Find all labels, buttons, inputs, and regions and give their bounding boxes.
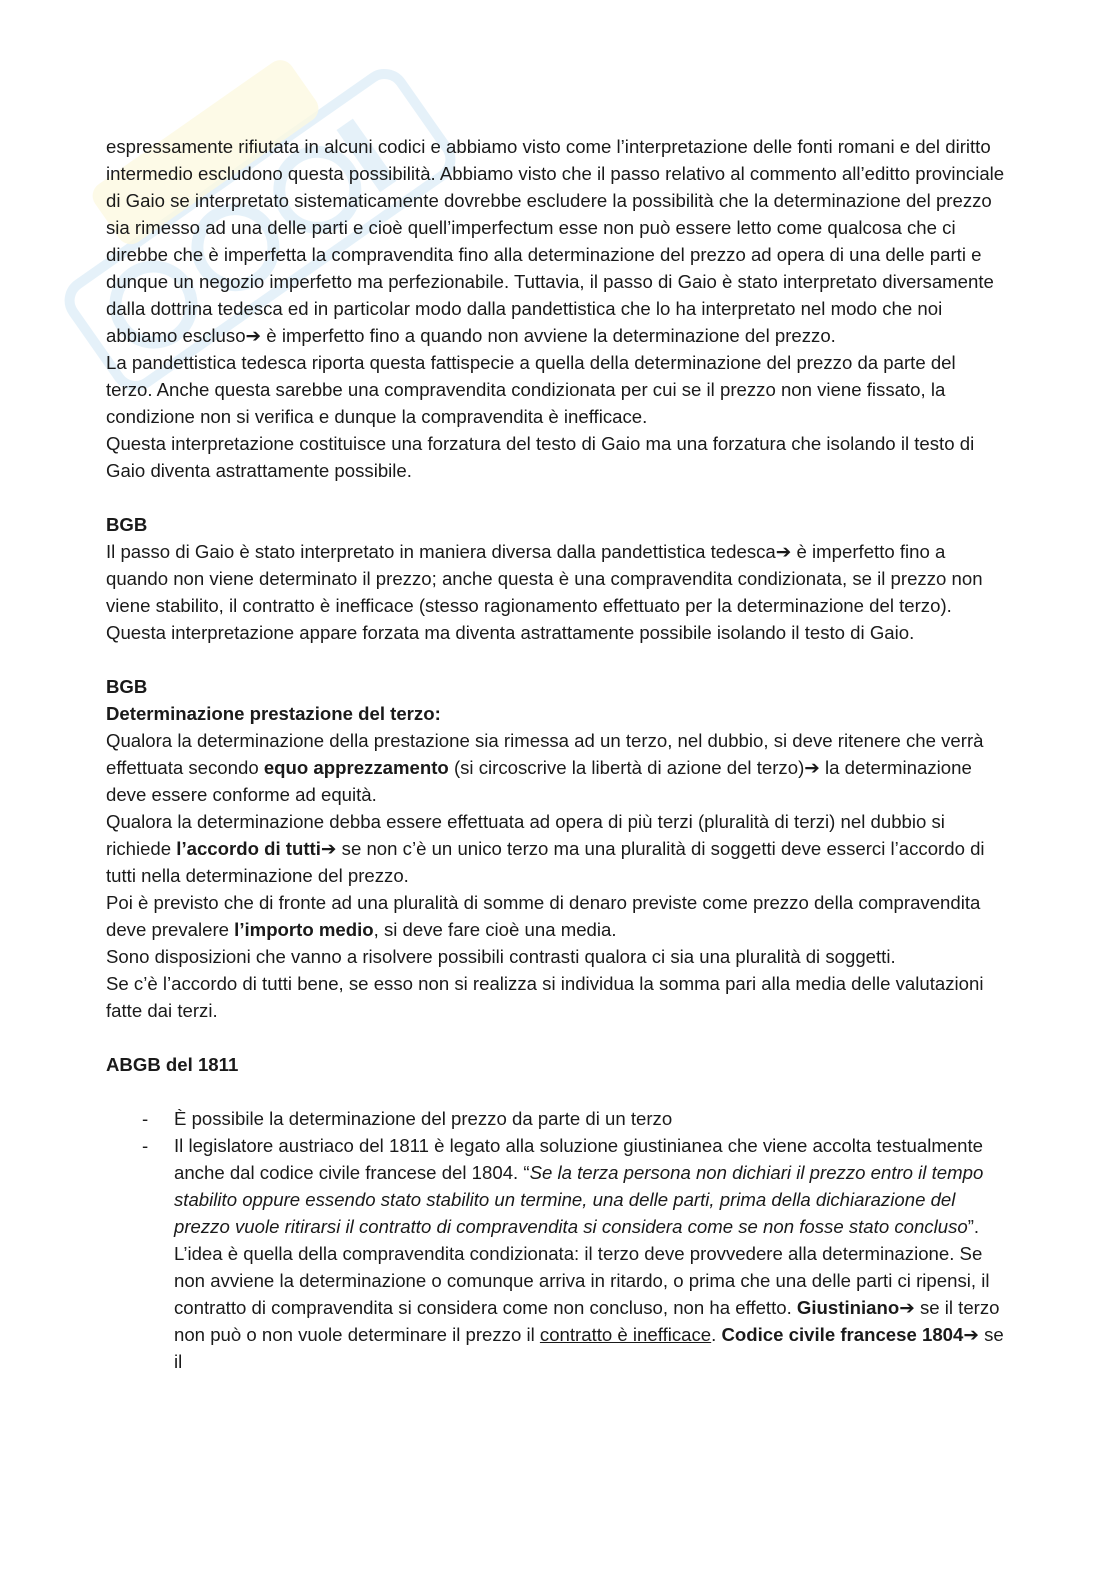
arrow-icon: ➔ [320,838,337,859]
arrow-icon: ➔ [963,1324,979,1345]
paragraph-gaio-interpretation: espressamente rifiutata in alcuni codici e abbiamo visto come l’interpretazione delle fonti romani e del diritto intermedio escludono questa possibilità. Abbiamo visto che il passo relativo al commento all’editto provinciale di Gaio se interpretato sistematicamente dovrebbe escludere la possibilità che la determinazione del prezzo sia rimesso ad una delle parti e cioè quell’imperfectum esse non può essere letto come qualcosa che ci direbbe che è imperfetta la compravendita fino alla determinazione del prezzo ad opera di una delle parti e dunque un negozio imperfetto ma perfezionabile. Tuttavia, il passo di Gaio è stato interpretato diversamente dalla dottrina tedesca ed in particolar modo dalla pandettistica che lo ha interpretato nel modo che noi abbiamo escluso➔ è imperfetto fino a quando non avviene la determinazione del prezzo. [106,136,1005,346]
paragraph-pluralita-terzi: Qualora la determinazione debba essere effettuata ad opera di più terzi (pluralità di terzi) nel dubbio si richiede l’accordo di tutti➔ se non c’è un unico terzo ma una pluralità di soggetti deve esserci l’accordo di tutti nella determinazione del prezzo. [106,811,985,886]
arrow-icon: ➔ [899,1297,915,1318]
heading-bgb: BGB [106,514,148,535]
paragraph-accordo: Se c’è l’accordo di tutti bene, se esso non si realizza si individua la somma pari alla media delle valutazioni fatte dai terzi. [106,973,984,1021]
arrow-icon: ➔ [775,541,792,562]
paragraph-equo-apprezzamento: Qualora la determinazione della prestazione sia rimessa ad un terzo, nel dubbio, si deve ritenere che verrà effettuata secondo equo apprezzamento (si circoscrive la libertà di azione del terzo)➔ la determinazione deve essere conforme ad equità. [106,730,984,805]
paragraph-disposizioni: Sono disposizioni che vanno a risolvere possibili contrasti qualora ci sia una pluralità di soggetti. [106,946,896,967]
paragraph-forzatura: Questa interpretazione costituisce una forzatura del testo di Gaio ma una forzatura che isolando il testo di Gaio diventa astrattamente possibile. [106,433,975,481]
heading-determinazione-terzo: Determinazione prestazione del terzo: [106,703,441,724]
arrow-icon: ➔ [245,325,262,346]
paragraph-bgb-gaio: Il passo di Gaio è stato interpretato in maniera diversa dalla pandettistica tedesca➔ è imperfetto fino a quando non viene determinato il prezzo; anche questa è una compravendita condizionata, se il prezzo non viene stabilito, il contratto è inefficace (stesso ragionamento effettuato per la determinazione del terzo). Questa interpretazione appare forzata ma diventa astrattamente possibile isolando il testo di Gaio. [106,541,983,643]
paragraph-pandettistica: La pandettistica tedesca riporta questa fattispecie a quella della determinazione del prezzo da parte del terzo. Anche questa sarebbe una compravendita condizionata per cui se il prezzo non viene fissato, la condizione non si verifica e dunque la compravendita è inefficace. [106,352,956,427]
list-item: - Il legislatore austriaco del 1811 è legato alla soluzione giustinianea che viene accolta testualmente anche dal codice civile francese del 1804. “Se la terza persona non dichiari il prezzo entro il tempo stabilito oppure essendo stato stabilito un termine, una delle parti, prima della dichiarazione del prezzo vuole ritirarsi il contratto di compravendita si considera come se non fosse stato concluso”. L’idea è quella della compravendita condizionata: il terzo deve provvedere alla determinazione. Se non avviene la determinazione o comunque arriva in ritardo, o prima che una delle parti ci ripensi, il contratto di compravendita si considera come non concluso, non ha effetto. Giustiniano➔ se il terzo non può o non vuole determinare il prezzo il contratto è inefficace. Codice civile francese 1804➔ se il [106,1132,1006,1375]
document-page [106,133,1006,1375]
heading-bgb-2: BGB [106,676,148,697]
arrow-icon: ➔ [804,757,820,778]
paragraph-importo-medio: Poi è previsto che di fronte ad una pluralità di somme di denaro previste come prezzo della compravendita deve prevalere l’importo medio, si deve fare cioè una media. [106,892,981,940]
abgb-list [106,1105,1006,1375]
list-item: - È possibile la determinazione del prezzo da parte di un terzo [106,1105,1006,1132]
heading-abgb: ABGB del 1811 [106,1054,239,1075]
